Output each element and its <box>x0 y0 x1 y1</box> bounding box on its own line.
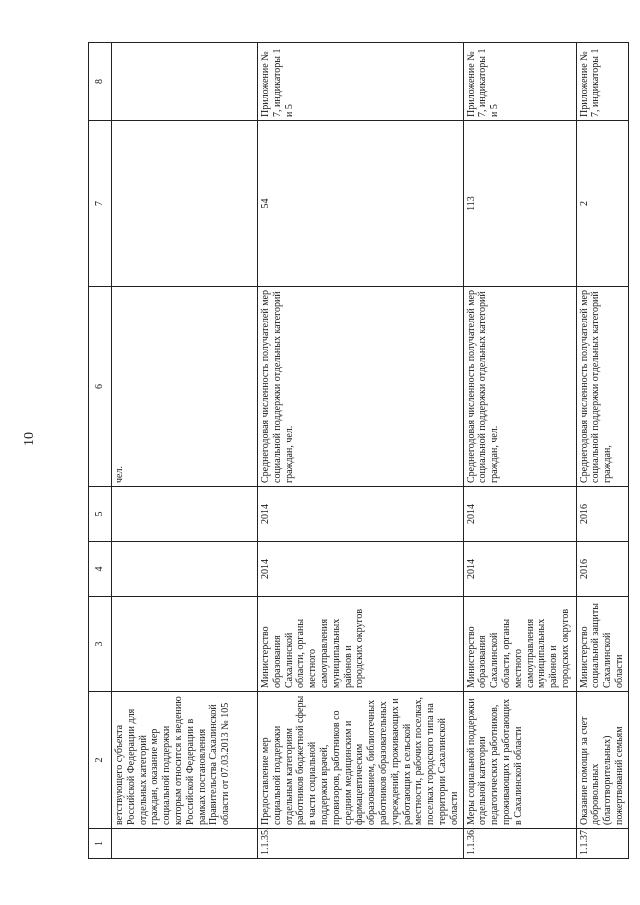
end-year: 2014 <box>258 487 464 542</box>
indicator-value <box>112 121 258 287</box>
appendix-ref: Приложение № 7, индикаторы 1 и 5 <box>258 43 464 121</box>
table-row <box>463 43 576 859</box>
measure-name: Оказание помощи за счет добровольных (благотворительных) пожертвований семьям <box>576 692 628 829</box>
column-header: 6 <box>89 287 112 487</box>
measure-name: Предоставление мер социальной поддержки отдельным категориям работников бюджетной сферы в части социальной поддержки врачей, провизоров, работников со средним медицинским и фармацевтическим образованием, библиотечных работников образовательных учреждений, проживающих и работающих в сельской местности, рабочих поселках, поселках городского типа на территории Сахалинской области <box>258 692 464 829</box>
start-year <box>112 542 258 597</box>
row-number: 1.1.37. <box>576 829 628 859</box>
indicator: Среднегодовая численность получателей мер социальной поддержки отдельных категорий граждан, чел. <box>258 287 464 487</box>
indicator-value: 113 <box>463 121 576 287</box>
appendix-ref: Приложение № 7, индикаторы 1 и 5 <box>463 43 576 121</box>
column-header: 3 <box>89 597 112 692</box>
start-year: 2014 <box>258 542 464 597</box>
row-number <box>112 829 258 859</box>
start-year: 2016 <box>576 542 628 597</box>
header-row <box>89 43 112 859</box>
column-header: 7 <box>89 121 112 287</box>
row-number: 1.1.36. <box>463 829 576 859</box>
start-year: 2014 <box>463 542 576 597</box>
column-header: 4 <box>89 542 112 597</box>
table-row <box>576 43 628 859</box>
measure-name: ветствующего субъекта Российской Федерации для отдельных категорий граждан, оказание мер социальной поддержки которым относится к ведению Российской Федерации в рамках постановления Правительства Сахалинской области от 07.03.2013 № 105 <box>112 692 258 829</box>
column-header: 5 <box>89 487 112 542</box>
column-header: 1 <box>89 829 112 859</box>
table-row <box>112 43 258 859</box>
indicator: Среднегодовая численность получателей мер социальной поддержки отдельных категорий граждан, чел. <box>463 287 576 487</box>
column-header: 2 <box>89 692 112 829</box>
program-measures-table <box>88 42 629 859</box>
column-header: 8 <box>89 43 112 121</box>
indicator-value: 54 <box>258 121 464 287</box>
indicator-value: 2 <box>576 121 628 287</box>
executor: Министерство социальной защиты Сахалинской области <box>576 597 628 692</box>
table-row <box>258 43 464 859</box>
executor <box>112 597 258 692</box>
executor: Министерство образования Сахалинской области, органы местного самоуправления муниципальных районов и городских округов <box>258 597 464 692</box>
end-year <box>112 487 258 542</box>
page-number: 10 <box>22 432 37 446</box>
indicator: чел. <box>112 287 258 487</box>
executor: Министерство образования Сахалинской области, органы местного самоуправления муниципальных районов и городских округов <box>463 597 576 692</box>
appendix-ref <box>112 43 258 121</box>
measure-name: Меры социальной поддержки отдельной категории педагогических работников, проживающих и работающих в Сахалинской области <box>463 692 576 829</box>
row-number: 1.1.35. <box>258 829 464 859</box>
end-year: 2014 <box>463 487 576 542</box>
end-year: 2016 <box>576 487 628 542</box>
appendix-ref: Приложение № 7, индикаторы 1 <box>576 43 628 121</box>
indicator: Среднегодовая численность получателей мер социальной поддержки отдельных категорий граждан, <box>576 287 628 487</box>
rotated-table-wrapper <box>88 43 625 859</box>
